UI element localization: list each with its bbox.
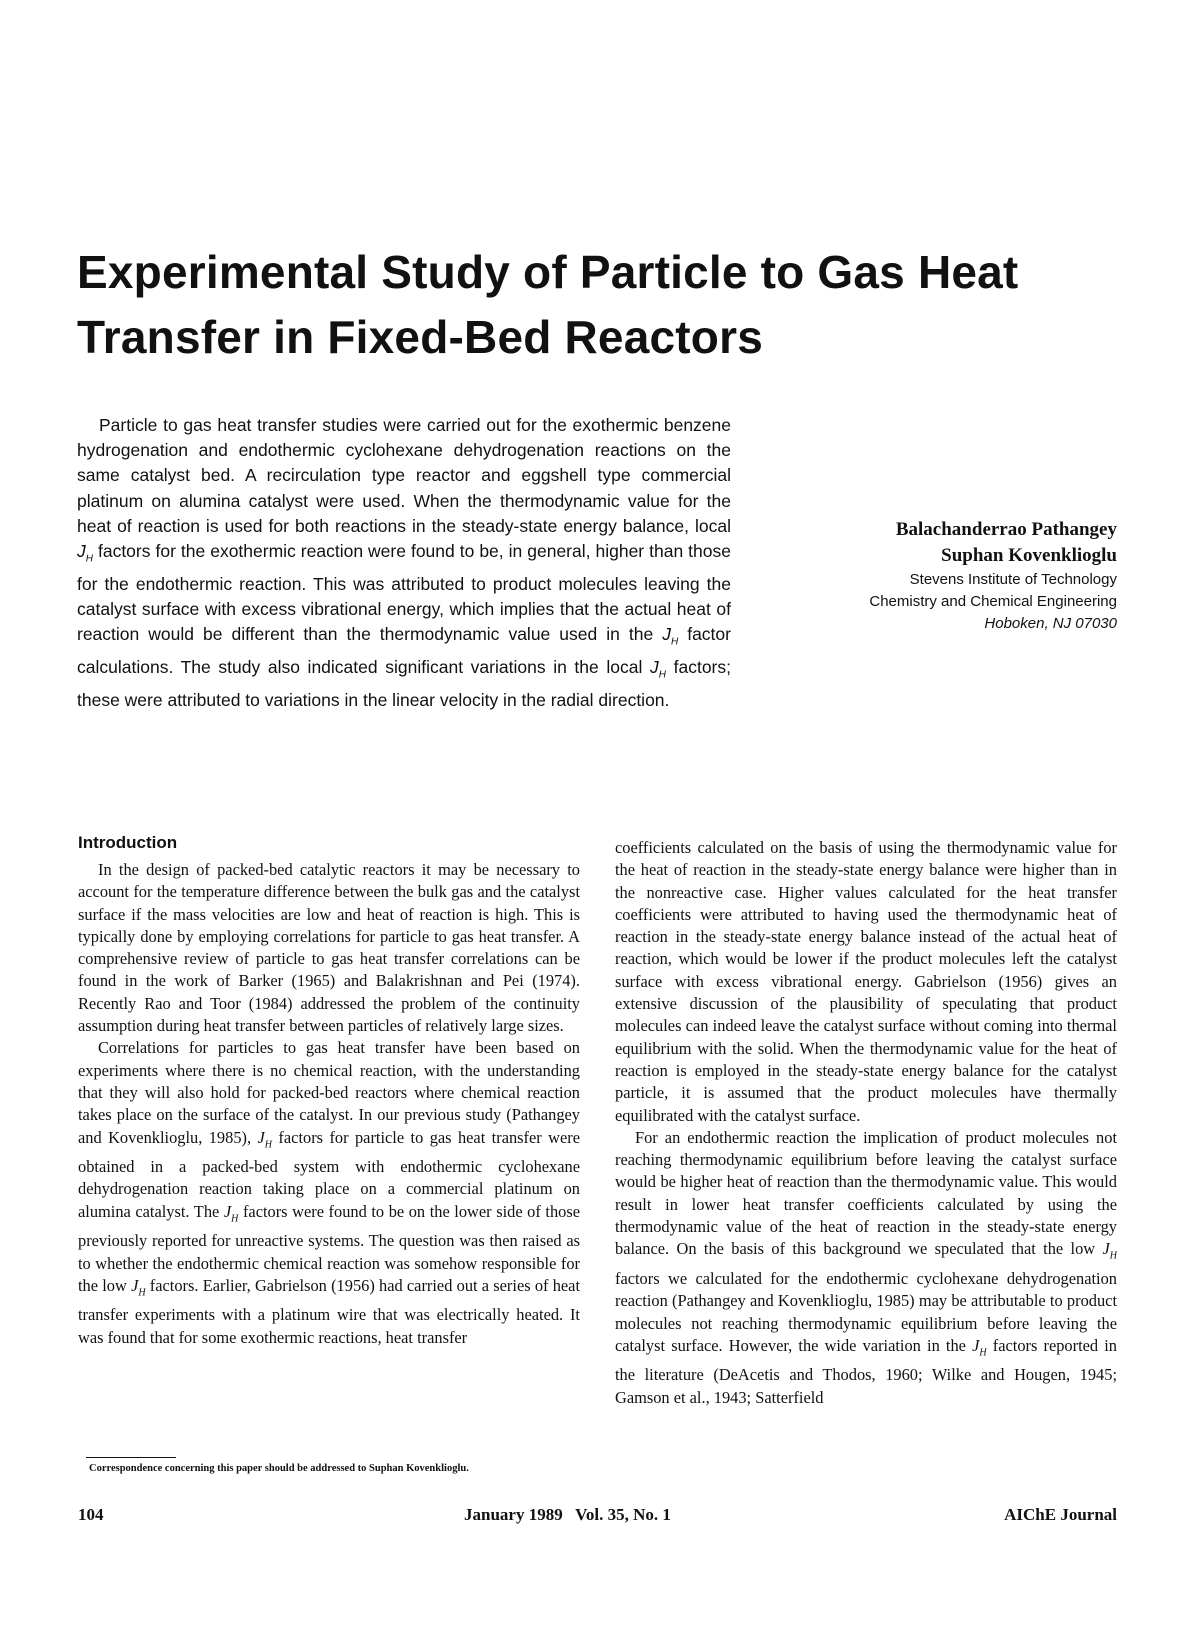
journal-name: AIChE Journal <box>1004 1505 1117 1524</box>
jh-symbol: $J_H$ <box>257 1127 273 1150</box>
right-paragraph-2: For an endothermic reaction the implication of product molecules not reaching thermodynamic equilibrium before leaving the catalyst surface would be higher heat of reaction than the thermodynamic value. This would result in lower heat transfer coefficients calculated by using the thermodynamic value of the heat of reaction in the steady-state energy balance. On the basis of this background we speculated that the low $J_H$ factors we calculated for the endothermic cyclohexane dehydrogenation reaction (Pathangey and Kovenklioglu, 1985) may be attributable to product molecules not reaching thermodynamic equilibrium before leaving the catalyst surface. However, the wide variation in the $J_H$ factors reported in the literature (DeAcetis and Thodos, 1960; Wilke and Hougen, 1945; Gamson et al., 1943; Satterfield <box>615 1127 1118 1407</box>
intro-paragraph-1: In the design of packed-bed catalytic reactors it may be necessary to account for the temperature difference between the bulk gas and the catalyst surface if the mass velocities are low and heat of reaction is high. This is typically done by employing correlations for particle to gas heat transfer. A comprehensive review of particle to gas heat transfer correlations can be found in the work of Barker (1965) and Balakrishnan and Pei (1974). Recently Rao and Toor (1984) addressed the problem of the continuity assumption during heat transfer between particles of relatively large sizes. <box>78 860 580 1036</box>
author-name-1: Balachanderrao Pathangey <box>895 519 1117 540</box>
jh-symbol: $J_H$ <box>972 1335 987 1359</box>
footnote-divider <box>86 1457 176 1458</box>
jh-symbol: $J_H$ <box>1102 1239 1117 1262</box>
page-number: 104 <box>78 1505 104 1524</box>
right-paragraph-1: coefficients calculated on the basis of using the thermodynamic value for the heat of reaction in the steady-state energy balance were higher than in the nonreactive case. Higher values calculated for the heat transfer coefficients were attributed to having used the thermodynamic heat of reaction in the steady-state energy balance instead of the actual heat of reaction, which would be lower if the product molecules left the catalyst surface with excess vibrational energy. Gabrielson (1956) gives an extensive discussion of the plausibility of speculating that product molecules can indeed leave the catalyst surface without coming into thermal equilibrium with the solid. When the thermodynamic value for the heat of reaction is employed in the steady-state energy balance for the catalyst particle, it is assumed that the product molecules have thermally equilibrated with the catalyst surface. <box>615 838 1117 1125</box>
jh-symbol: $J_H$ <box>662 624 679 648</box>
abstract: Particle to gas heat transfer studies were carried out for the exothermic benzene hydrogenation and endothermic cyclohexane dehydrogenation reactions on the same catalyst bed. A recirculation type reactor and eggshell type commercial platinum on alumina catalyst were used. When the thermodynamic value for the heat of reaction is used for both reactions in the steady-state energy balance, local $J_H$ factors for the exothermic reaction were found to be, in general, higher than those for the endothermic reaction. This was attributed to product molecules leaving the catalyst surface with excess vibrational energy, which implies that the actual heat of reaction would be different than the thermodynamic value used in the $J_H$ factor calculations. The study also indicated significant variations in the local $J_H$ factors; these were attributed to variations in the linear velocity in the radial direction. <box>77 415 731 710</box>
intro-paragraph-2: Correlations for particles to gas heat transfer have been based on experiments where there is no chemical reaction, with the understanding that they will also hold for packed-bed reactors where chemical reaction takes place on the surface of the catalyst. In our previous study (Pathangey and Kovenklioglu, 1985), $J_H$ factors for particle to gas heat transfer were obtained in a packed-bed system with endothermic cyclohexane dehydrogenation reaction taking place on a commercial platinum on alumina catalyst. The $J_H$ factors were found to be on the lower side of those previously reported for unreactive systems. The question was then raised as to whether the endothermic chemical reaction was somehow responsible for the low $J_H$ factors. Earlier, Gabrielson (1956) had carried out a series of heat transfer experiments with a platinum wire that was electrically heated. It was found that for some exothermic reactions, heat transfer <box>78 1038 580 1347</box>
author-name-2: Suphan Kovenklioglu <box>941 545 1117 566</box>
author-address: Hoboken, NJ 07030 <box>984 615 1117 632</box>
jh-symbol: $J_H$ <box>650 656 666 681</box>
title-line-2: Transfer in Fixed-Bed Reactors <box>77 311 763 363</box>
issue-info: January 1989 Vol. 35, No. 1 <box>464 1505 671 1524</box>
jh-symbol: $J_H$ <box>131 1275 146 1299</box>
author-department: Chemistry and Chemical Engineering <box>869 593 1117 610</box>
correspondence-footnote: Correspondence concerning this paper should be addressed to Suphan Kovenklioglu. <box>89 1463 469 1474</box>
author-block <box>757 517 1117 635</box>
jh-symbol: $J_H$ <box>223 1201 239 1225</box>
paper-title <box>77 240 1137 370</box>
author-institution: Stevens Institute of Technology <box>909 571 1117 588</box>
right-column <box>615 837 1117 1409</box>
left-column <box>78 832 580 1349</box>
section-heading-introduction: Introduction <box>78 833 178 852</box>
title-line-1: Experimental Study of Particle to Gas Heat <box>77 246 1019 298</box>
jh-symbol: $J_H$ <box>77 541 93 565</box>
